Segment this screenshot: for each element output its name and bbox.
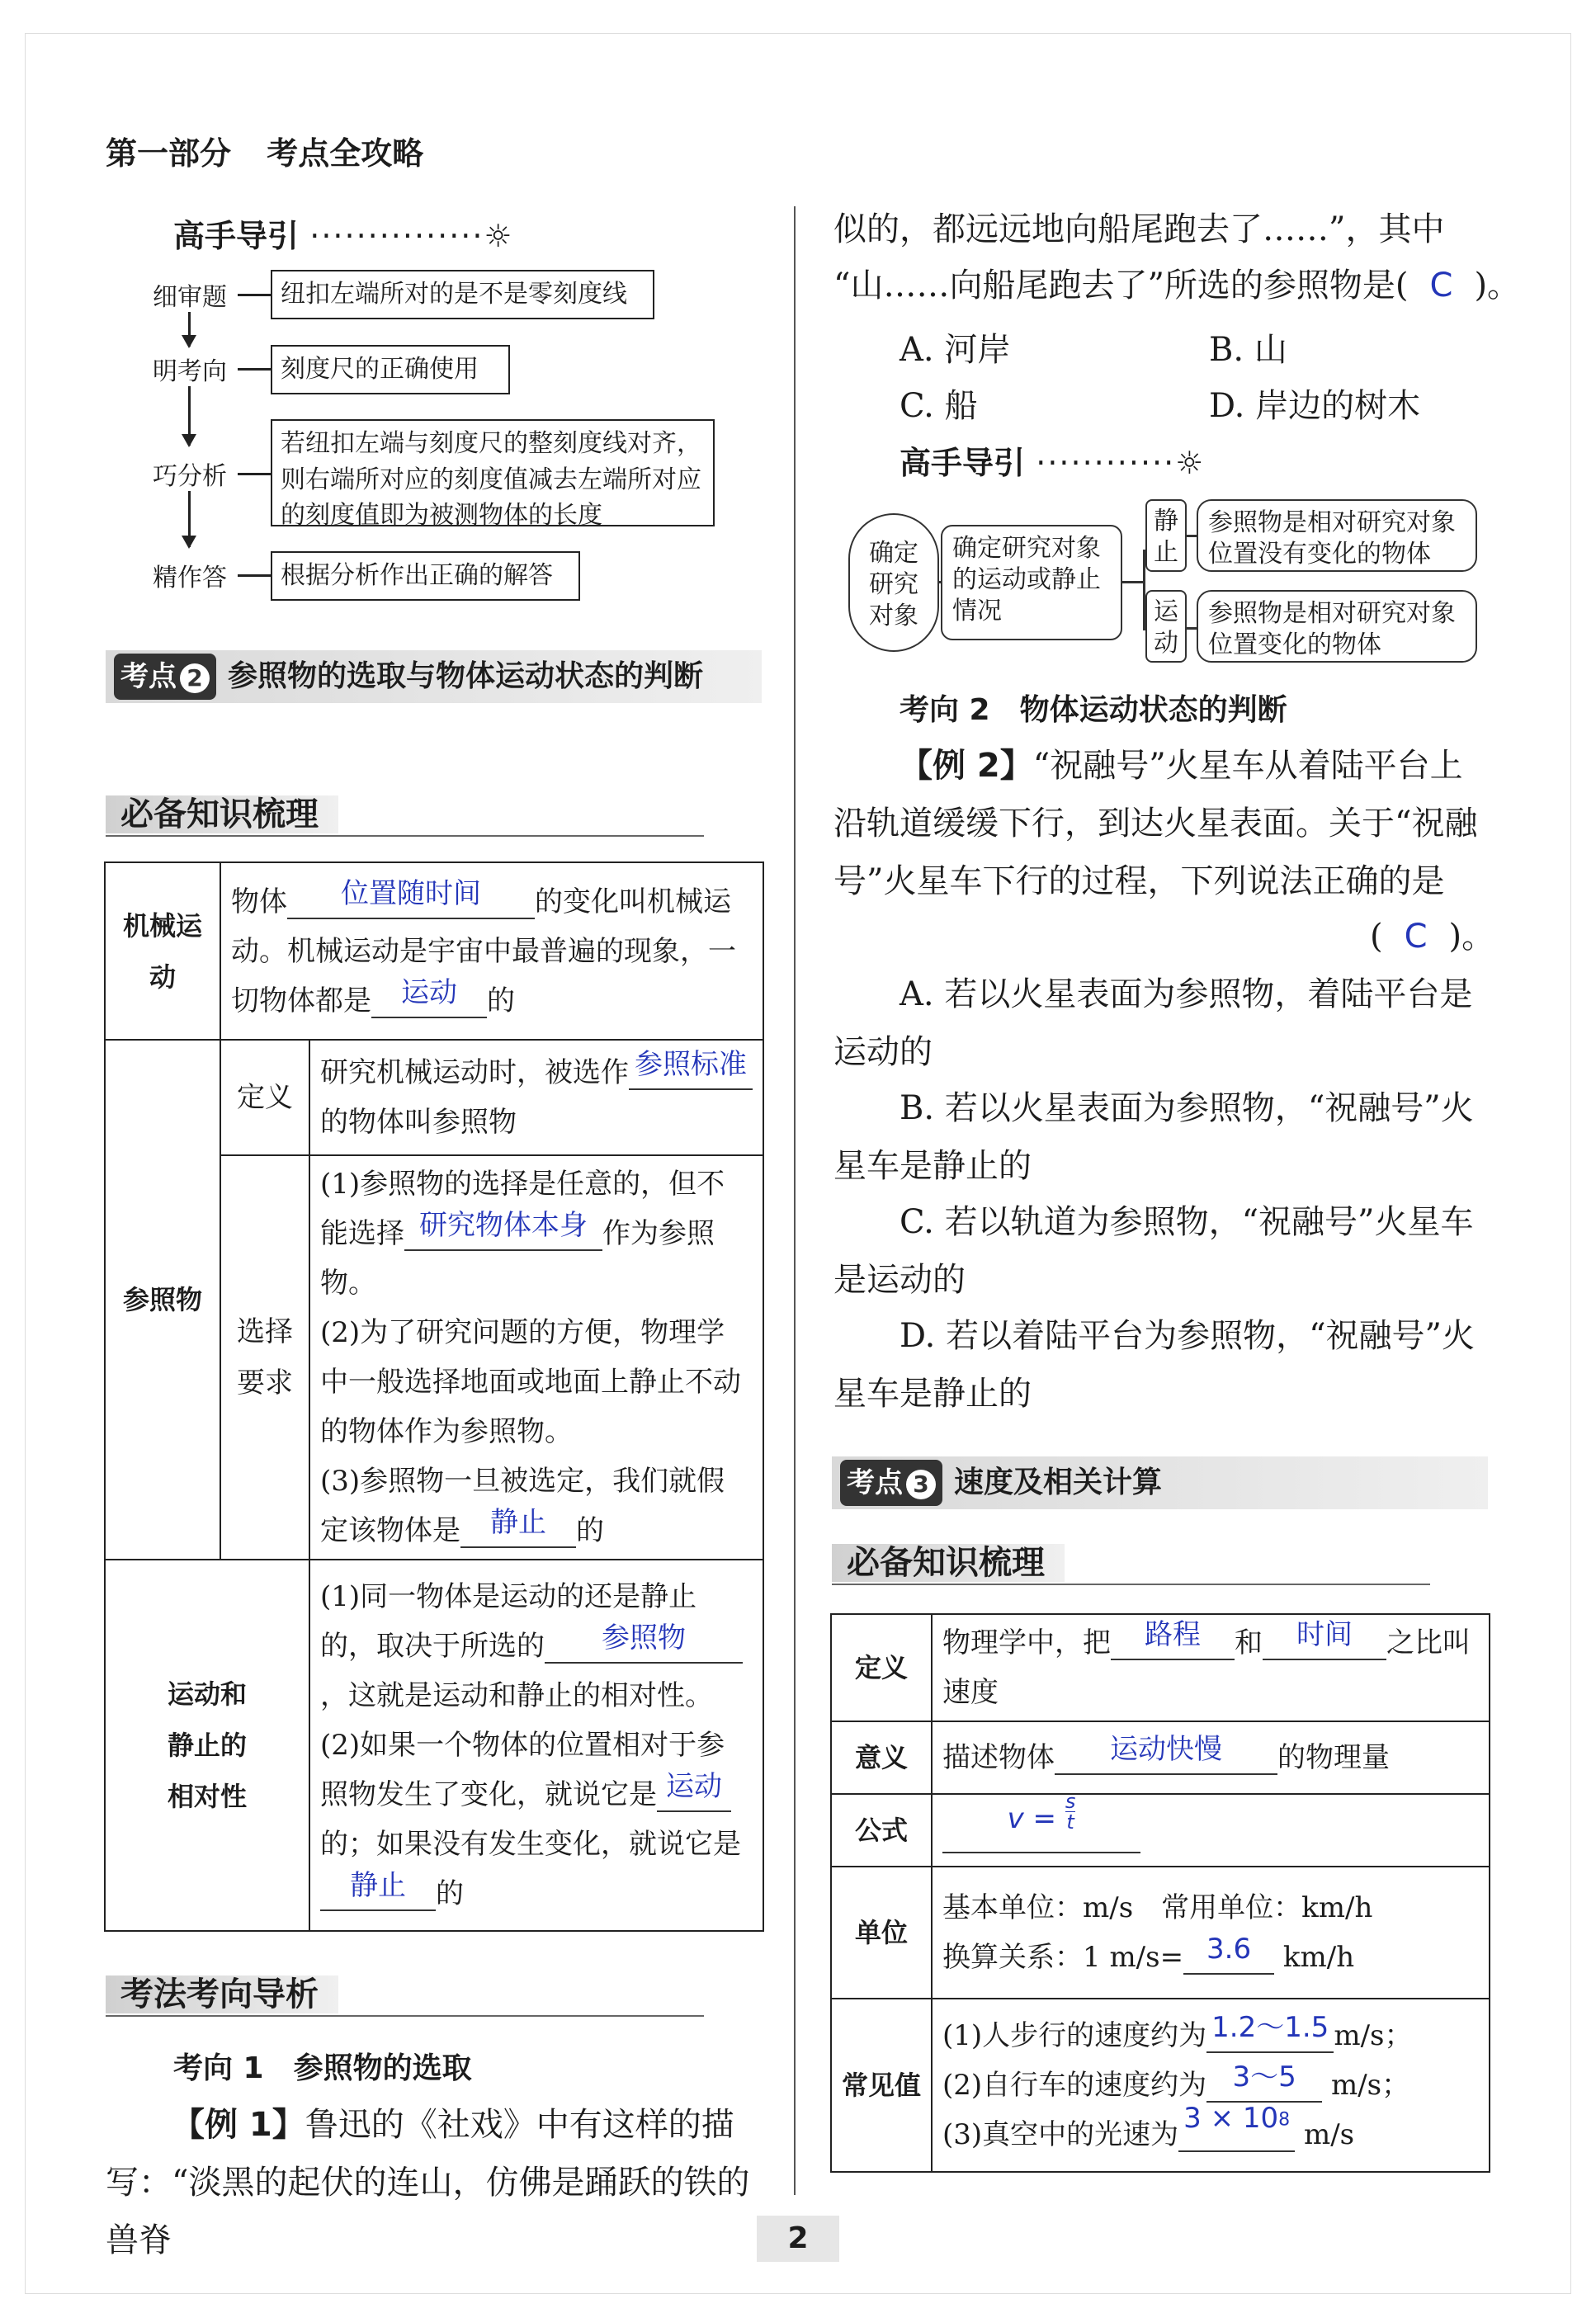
answer-blank: 时间 [1296, 1618, 1353, 1651]
flow-node-object: 确定研究对象 [848, 513, 939, 652]
answer-blank: 3～5 [1232, 2060, 1296, 2094]
cell-relativity: (1)同一物体是运动的还是静止的，取决于所选的 参照物，这就是运动和静止的相对性。 (2)如果一个物体的位置相对于参照物发生了变化，就说它是 运动的；如果没有发生变化，就说它是静止 的 [309, 1560, 763, 1931]
column-divider [794, 206, 796, 2195]
guide1-box-4: 根据分析作出正确的解答 [271, 551, 580, 601]
option-d: D. 岸边的树木 [1209, 387, 1421, 425]
cell-selection: (1)参照物的选择是任意的，但不能选择 研究物体本身 作为参照物。 (2)为了研究问题的方便，物理学中一般选择地面或地面上静止不动的物体作为参照物。 (3)参照物一旦被选定，我们就假定该物体是 静止 的 [309, 1155, 763, 1560]
row-head-mechanical: 机械运动 [105, 862, 220, 1040]
arrow-down-icon [188, 491, 191, 547]
knowledge-heading-2: 必备知识梳理 [832, 1536, 1430, 1585]
cell-speed-definition: 物理学中，把 路程 和 时间 之比叫速度 [932, 1614, 1490, 1721]
cell-speed-unit: 基本单位：m/s 常用单位：km/h 换算关系：1 m/s= 3.6 km/h [932, 1867, 1490, 1999]
formula-answer: v = $\frac{s}{t}$ [1007, 1790, 1076, 1835]
sun-icon: ☼ [484, 218, 512, 254]
guide1-title-text: 高手导引 [173, 218, 300, 254]
cell-definition-label: 定义 [220, 1040, 309, 1155]
guide1-box-3: 若纽扣左端与刻度尺的整刻度线对齐，则右端所对应的刻度值减去左端所对应的刻度值即为被测物体的长度 [271, 419, 715, 526]
example2-answer: ( C )。 [1370, 918, 1495, 956]
header-title: 考点全攻略 [267, 135, 424, 172]
row-head-formula: 公式 [831, 1794, 932, 1867]
cell-selection-label: 选择要求 [220, 1155, 309, 1560]
cell-speed-common: (1)人步行的速度约为 1.2～1.5 m/s； (2)自行车的速度约为 3～5 m/s； (3)真空中的光速为 $3 \times 10^8$ m/s [932, 1999, 1490, 2172]
page-number: 2 [757, 2216, 839, 2262]
option-a: A. 河岸 [900, 331, 1011, 369]
kaodian2-header [106, 650, 762, 703]
row-head-common: 常见值 [831, 1999, 932, 2172]
answer-blank: $3 \times 10^8$ [1183, 2102, 1291, 2135]
arrow-down-icon [188, 312, 191, 347]
answer-blank: 1.2～1.5 [1211, 2011, 1329, 2044]
knowledge-heading-1: 必备知识梳理 [106, 788, 704, 837]
example2-option-a: A. 若以火星表面为参照物，着陆平台是运动的 [833, 975, 1473, 1071]
row-head-meaning: 意义 [831, 1721, 932, 1794]
page-header [106, 128, 423, 173]
row-mechanical: 物体 位置随时间 的变化叫机械运动。机械运动是宇宙中最普遍的现象，一切物体都是 运动 的 [220, 862, 763, 1040]
answer-blank: 运动 [666, 1770, 722, 1803]
example2-option-d: D. 若以着陆平台为参照物，“祝融号”火星车是静止的 [833, 1317, 1475, 1413]
answer-blank: 运动 [401, 975, 457, 1009]
flow-node-state: 确定研究对象的运动或静止情况 [941, 525, 1122, 640]
guide1-label-2: 明考向 [153, 357, 227, 386]
guide2-title: 高手导引 ············☼ [900, 445, 1204, 481]
answer-blank: 运动快慢 [1110, 1733, 1222, 1766]
arrow-down-icon [188, 386, 191, 446]
kaodian3-title: 速度及相关计算 [954, 1466, 1163, 1499]
row-head-definition: 定义 [831, 1614, 932, 1721]
sun-icon: ☼ [1175, 445, 1204, 481]
header-part: 第一部分 [106, 135, 232, 172]
answer-blank: 研究物体本身 [419, 1209, 588, 1242]
option-c: C. 船 [900, 387, 978, 425]
method-heading: 考法考向导析 [106, 1968, 704, 2017]
flow-node-moving: 运动 [1145, 590, 1187, 663]
example1-cont2: “山……向船尾跑去了”所选的参照物是( C )。 [833, 267, 1521, 304]
table-speed [830, 1613, 1490, 2173]
kaodian2-title: 参照物的选取与物体运动状态的判断 [228, 659, 704, 693]
example2-text: 【例 2】“祝融号”火星车从着陆平台上沿轨道缓缓下行，到达火星表面。关于“祝融号”火星车下行的过程，下列说法正确的是 [833, 747, 1478, 900]
option-b: B. 山 [1209, 331, 1287, 369]
example1-text: 【例 1】鲁迅的《社戏》中有这样的描写：“淡黑的起伏的连山，仿佛是踊跃的铁的兽脊 [106, 2106, 750, 2259]
kaodian3-header [832, 1456, 1488, 1509]
example2-option-b: B. 若以火星表面为参照物，“祝融号”火星车是静止的 [833, 1089, 1474, 1185]
guide1-label-3: 巧分析 [153, 462, 227, 491]
direction2-title: 考向 2 物体运动状态的判断 [900, 693, 1287, 727]
answer-blank: 参照物 [602, 1621, 686, 1655]
kaodian2-badge: 考点 2 [114, 654, 216, 700]
guide1-title: 高手导引 ···············☼ [173, 218, 512, 254]
guide1-box-1: 纽扣左端所对的是不是零刻度线 [271, 270, 654, 319]
answer-blank: 3.6 [1206, 1933, 1252, 1966]
direction1-title: 考向 1 参照物的选取 [173, 2051, 472, 2085]
example1-cont1: 似的，都远远地向船尾跑去了……”，其中 [833, 210, 1445, 248]
answer-choice: C [1404, 918, 1428, 956]
flow-node-moving-desc: 参照物是相对研究对象位置变化的物体 [1197, 590, 1477, 663]
kaodian3-badge: 考点 3 [840, 1460, 942, 1506]
answer-blank: 静止 [490, 1506, 546, 1539]
flow-node-static-desc: 参照物是相对研究对象位置没有变化的物体 [1197, 499, 1477, 572]
example2-option-c: C. 若以轨道为参照物，“祝融号”火星车是运动的 [833, 1203, 1474, 1299]
row-head-reference: 参照物 [105, 1040, 220, 1560]
answer-blank: 位置随时间 [341, 876, 481, 910]
row-head-relativity: 运动和静止的相对性 [105, 1560, 309, 1931]
answer-choice: C [1429, 267, 1453, 304]
answer-blank: 静止 [350, 1869, 406, 1902]
cell-speed-meaning: 描述物体 运动快慢 的物理量 [932, 1721, 1490, 1794]
guide1-label-4: 精作答 [153, 564, 227, 592]
flow-node-static: 静止 [1145, 499, 1187, 572]
cell-definition: 研究机械运动时，被选作 参照标准的物体叫参照物 [309, 1040, 763, 1155]
answer-blank: 参照标准 [635, 1048, 747, 1081]
table-reference [104, 861, 764, 1932]
row-head-unit: 单位 [831, 1867, 932, 1999]
guide1-label-1: 细审题 [153, 283, 227, 312]
answer-blank: 路程 [1145, 1618, 1201, 1651]
cell-speed-formula [932, 1790, 1490, 1867]
guide1-box-2: 刻度尺的正确使用 [271, 345, 510, 394]
